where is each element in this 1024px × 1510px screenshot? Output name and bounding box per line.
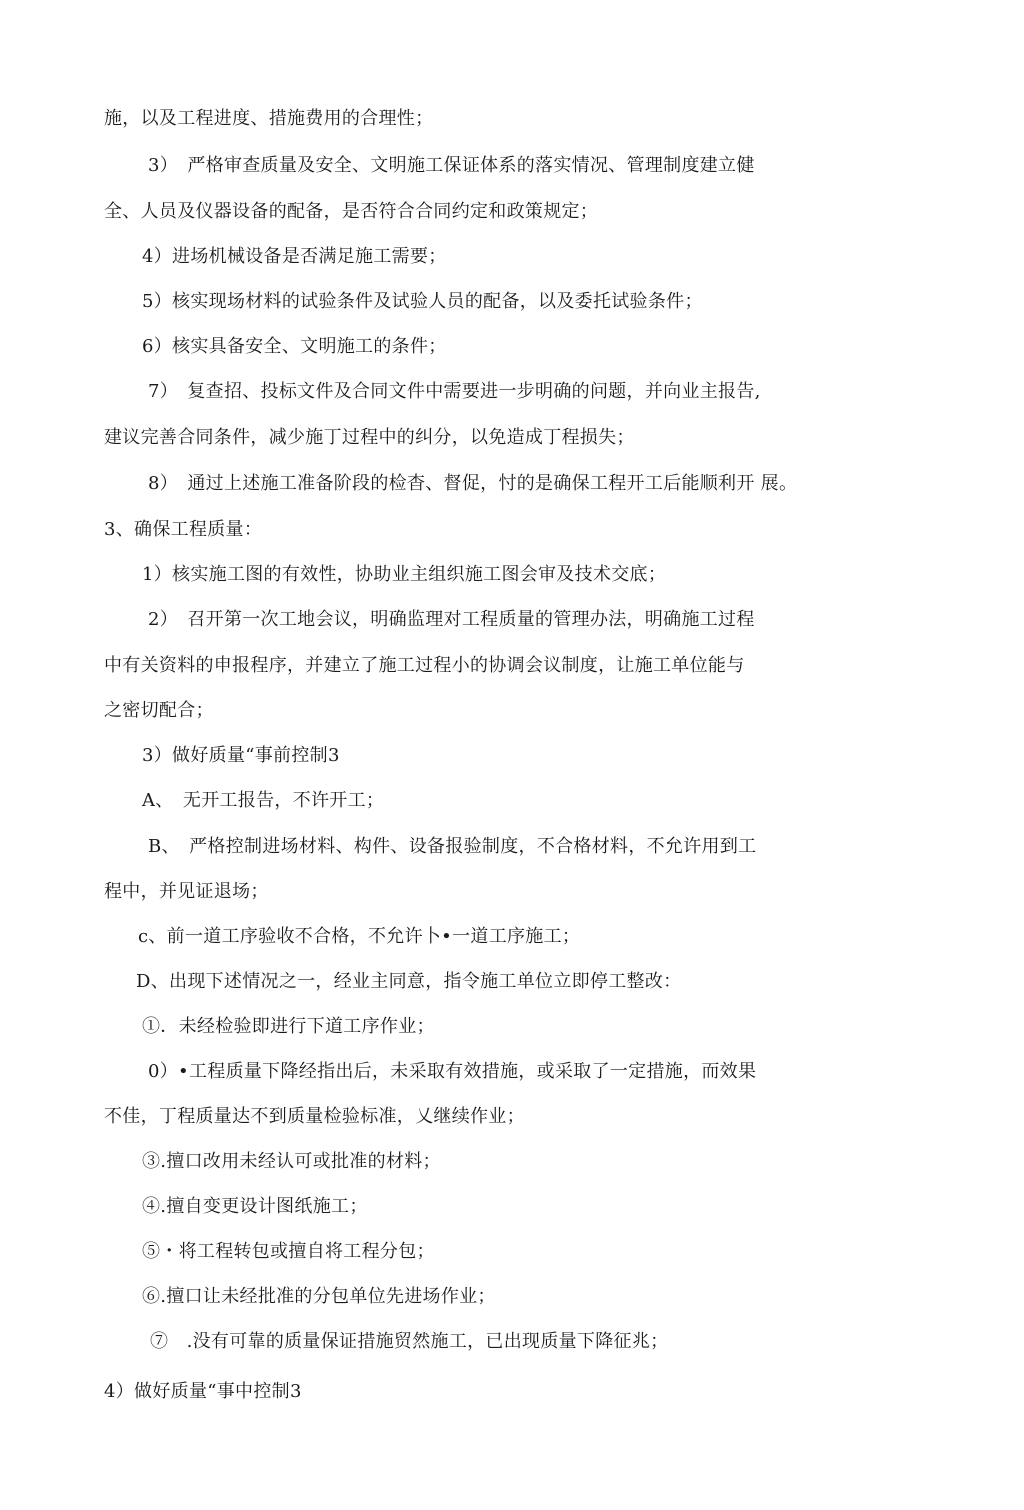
text-line: 6）核实具备安全、文明施工的条件； (142, 336, 447, 357)
text-line: 5）核实现场材料的试验条件及试验人员的配备，以及委托试验条件； (142, 291, 703, 312)
text-line: ⑥.擅口让未经批准的分包单位先进场作业； (142, 1286, 496, 1307)
text-line: 4）进场机械设备是否满足施工需要； (142, 246, 447, 267)
text-line: 8） 通过上述施工准备阶段的检杳、督促，忖的是确保工程开工后能顺利开 展。 (148, 473, 798, 494)
section-heading: 3、确保工程质量： (104, 519, 263, 540)
text-line: ④.擅自变更设计图纸施工； (142, 1196, 368, 1217)
text-line: D、出现下述情况之一，经业主同意，指令施工单位立即停工整改： (136, 971, 682, 992)
text-line: 中有关资料的申报程序，并建立了施工过程小的协调会议制度，让施工单位能与 (104, 655, 745, 676)
text-line: 4）做好质量“事中控制3 (104, 1381, 302, 1402)
text-line: ①．未经检验即进行下道工序作业； (142, 1016, 435, 1037)
text-line: 施，以及工程进度、措施费用的合理性； (104, 108, 434, 129)
text-line: 全、人员及仪器设备的配备，是否符合合同约定和政策规定； (104, 201, 599, 222)
text-line: 程中，并见证退场； (104, 881, 269, 902)
text-line: 3） 严格审查质量及安全、文明施工保证体系的落实情况、管理制度建立健 (148, 155, 755, 176)
text-line: ③.擅口改用未经认可或批准的材料； (142, 1151, 441, 1172)
text-line: 不佳，丁程质量达不到质量检验标准，乂继续作业； (104, 1106, 525, 1127)
text-line: 0）•工程质量下降经指出后，未采取有效措施，或采取了一定措施，而效果 (148, 1061, 757, 1082)
text-line: B、 严格控制进场材料、构件、设备报验制度，不合格材料，不允许用到工 (148, 836, 757, 857)
text-line: 建议完善合同条件，减少施丁过程中的纠分，以免造成丁程损失； (104, 427, 635, 448)
text-line: 2） 召开第一次工地会议，明确监理对工程质量的管理办法，明确施工过程 (148, 609, 755, 630)
text-line: 1）核实施工图的有效性，协助业主组织施工图会审及技术交底； (142, 564, 667, 585)
text-line: 3）做好质量“事前控制3 (142, 745, 340, 766)
text-line: 7） 复查招、投标文件及合同文件中需要进一步明确的问题，并向业主报告, (148, 381, 761, 402)
text-line: A、 无开工报告，不许开工； (142, 790, 385, 811)
text-line: ⑤・将工程转包或擅自将工程分包； (142, 1241, 435, 1262)
text-line: ⑦ .没有可靠的质量保证措施贸然施工，已出现质量下降征兆； (150, 1331, 669, 1352)
text-line: c、前一道工序验收不合格，不允许卜•一道工序施工； (138, 926, 581, 947)
text-line: 之密切配合； (104, 700, 214, 721)
